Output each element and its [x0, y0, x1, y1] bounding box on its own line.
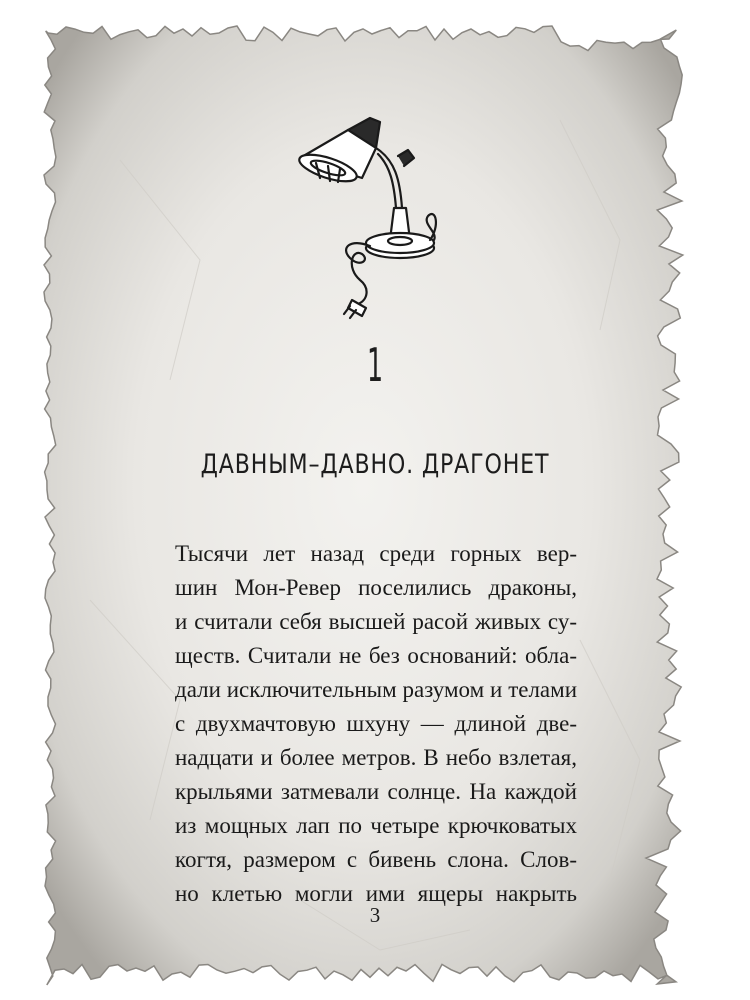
body-line: и считали себя высшей расой живых су-	[175, 609, 577, 634]
body-line: дали исключительным разумом и телами	[175, 677, 577, 702]
body-text	[175, 537, 577, 911]
desk-lamp-icon	[290, 108, 450, 323]
page-number: 3	[369, 903, 381, 927]
body-line: Тысячи лет назад среди горных вер-	[175, 541, 577, 566]
body-line: с двухмачтовую шхуну — длиной две-	[175, 711, 577, 736]
body-line: ществ. Считали не без оснований: обла-	[175, 643, 577, 668]
body-line: шин Мон-Ревер поселились драконы,	[175, 575, 577, 600]
chapter-title: ДАВНЫМ–ДАВНО. ДРАГОНЕТ	[200, 449, 550, 480]
body-line: когтя, размером с бивень слона. Слов-	[175, 847, 577, 872]
body-line: но клетью могли ими ящеры накрыть	[175, 881, 577, 906]
body-line: крыльями затмевали солнце. На каждой	[175, 779, 577, 804]
body-line: надцати и более метров. В небо взлетая,	[175, 745, 577, 770]
body-line: из мощных лап по четыре крючковатых	[175, 813, 577, 838]
chapter-number: 1	[366, 338, 384, 392]
